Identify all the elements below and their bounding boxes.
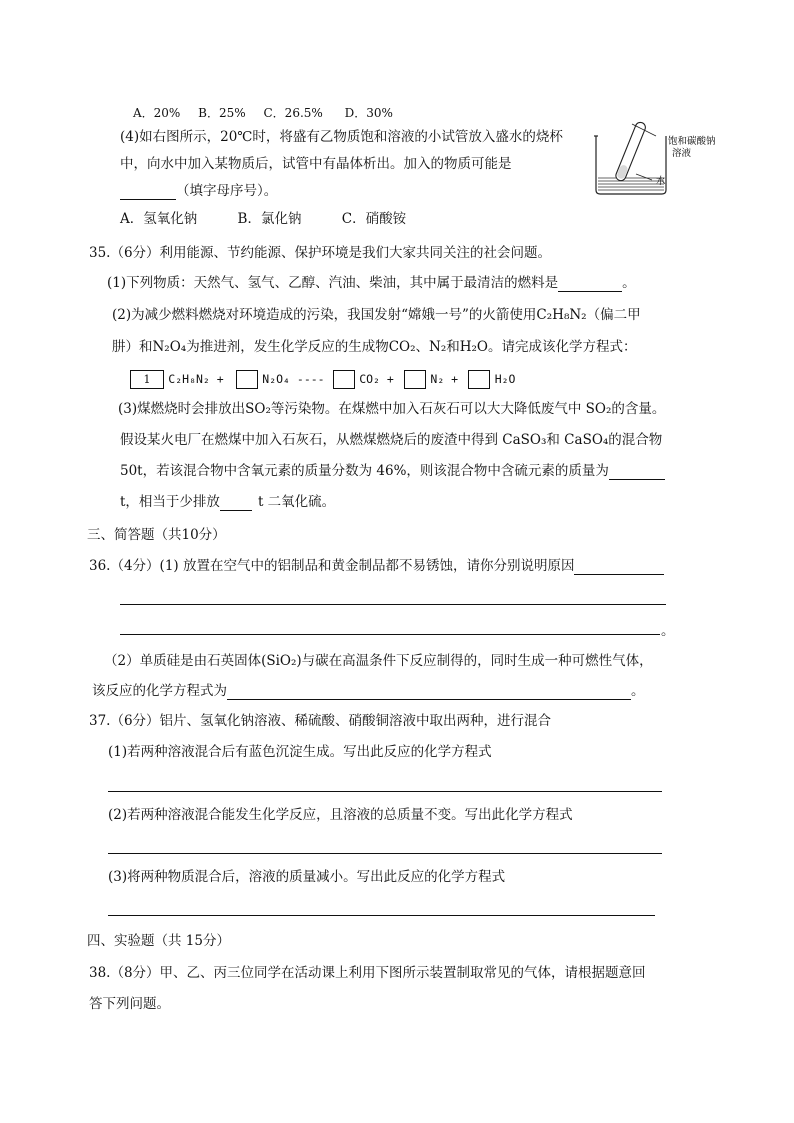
q37-heading: 37.（6分）铝片、氢氧化钠溶液、稀硫酸、硝酸铜溶液中取出两种，进行混合 [89,713,552,729]
answer-blank[interactable] [574,560,664,575]
option-d: D．30% [344,106,393,120]
q36-part2-line2: 该反应的化学方程式为 。 [92,683,645,699]
q35-part3-line1: (3)煤燃烧时会排放出SO₂等污染物。在煤燃中加入石灰石可以大大降低废气中 SO₂的含量。 [118,401,666,417]
q35-heading: 35.（6分）利用能源、节约能源、保护环境是我们大家共同关注的社会问题。 [89,245,552,261]
option-naoh: A．氢氧化钠 [120,211,198,227]
label-saturated-solution-1: 饱和碳酸钠 [668,136,716,147]
option-c: C．26.5% [263,106,323,120]
label-water: 水 [656,176,666,187]
q35-part3-line4: t，相当于少排放 t 二氧化硫。 [120,494,336,510]
q34-4-line1: (4)如右图所示，20℃时，将盛有乙物质饱和溶液的小试管放入盛水的烧杯 [120,129,563,145]
answer-line[interactable] [108,915,655,916]
coefficient-co2-box[interactable] [333,370,355,389]
option-b: B．25% [198,106,246,120]
label-saturated-solution-2: 溶液 [672,148,692,159]
coefficient-n2-box[interactable] [404,370,426,389]
q34-4-options [120,210,406,228]
section-title-experiment: 四、实验题（共 15分） [87,933,230,949]
answer-blank[interactable] [227,685,631,700]
coefficient-n2o4-box[interactable] [236,370,258,389]
answer-line[interactable] [108,791,662,792]
q38-line2: 答下列问题。 [89,996,170,1012]
q35-part1: (1)下列物质：天然气、氢气、乙醇、汽油、柴油，其中属于最清洁的燃料是 。 [107,275,636,291]
beaker-diagram [590,118,718,198]
q37-part2: (2)若两种溶液混合能发生化学反应，且溶液的总质量不变。写出此化学方程式 [108,807,573,823]
chemical-equation: 1 C₂H₈N₂ + N₂O₄ ---- CO₂ + N₂ + H₂O [130,369,515,389]
option-nacl: B．氯化钠 [237,211,302,227]
q36-part2-line1: （2）单质硅是由石英固体(SiO₂)与碳在高温条件下反应制得的，同时生成一种可燃性气体， [104,653,653,669]
answer-line[interactable] [108,853,662,854]
q35-part3-line3: 50t，若该混合物中含氧元素的质量分数为 46%，则该混合物中含硫元素的质量为 [120,462,665,480]
q37-part3: (3)将两种物质混合后，溶液的质量减小。写出此反应的化学方程式 [108,869,506,885]
option-a: A．20% [133,106,181,120]
answer-blank[interactable] [220,496,252,511]
q36-line1: 36.（4分）(1) 放置在空气中的铝制品和黄金制品都不易锈蚀，请你分别说明原因 [89,557,664,575]
section-title-short-answer: 三、简答题（共10分） [87,527,226,543]
q34-4-line3: （填字母序号）。 [120,182,277,200]
answer-line[interactable] [120,604,666,605]
q35-part2-line2: 肼）和N₂O₄为推进剂，发生化学反应的生成物CO₂、N₂和H₂O。请完成该化学方程式： [112,339,637,355]
coefficient-h2o-box[interactable] [468,370,490,389]
answer-blank[interactable] [558,277,622,292]
answer-line[interactable] [120,634,660,635]
q35-part3-line2: 假设某火电厂在燃煤中加入石灰石，从燃煤燃烧后的废渣中得到 CaSO₃和 CaSO₄的混合物 [120,432,663,448]
answer-blank[interactable] [120,185,176,200]
answer-blank[interactable] [609,465,665,480]
q35-part2-line1: (2)为减少燃料燃烧对环境造成的污染，我国发射“嫦娥一号”的火箭使用C₂H₈N₂（偏二甲 [112,307,641,323]
q38-line1: 38.（8分）甲、乙、丙三位同学在活动课上利用下图所示装置制取常见的气体，请根据题意回 [89,965,646,981]
q34-4-line2: 中，向水中加入某物质后，试管中有晶体析出。加入的物质可能是 [120,156,512,172]
q36-end-mark-1: 。 [661,623,675,639]
coefficient-c2h8n2: 1 [130,370,164,389]
option-nh4no3: C．硝酸铵 [341,211,407,227]
answer-options-row [133,104,393,122]
q37-part1: (1)若两种溶液混合后有蓝色沉淀生成。写出此反应的化学方程式 [108,744,492,760]
